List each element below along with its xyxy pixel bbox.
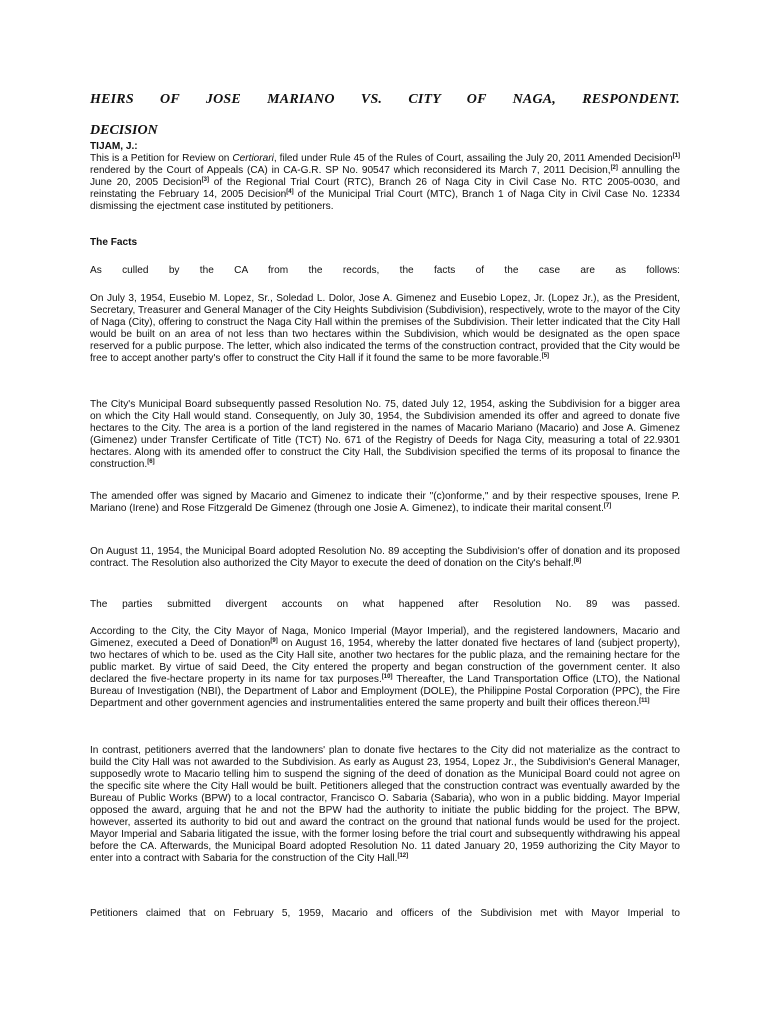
paragraph-6: On August 11, 1954, the Municipal Board adopted Resolution No. 89 accepting the Subdivision's offer of donation and its proposed contract. The Resolution also authorized the City Mayor to execute the deed of donation on the City's behalf.[8] (90, 546, 680, 570)
case-title: HEIRS OF JOSE MARIANO VS. CITY OF NAGA, RESPONDENT. (90, 92, 680, 107)
section-heading: The Facts (90, 237, 138, 248)
paragraph-5: The amended offer was signed by Macario and Gimenez to indicate their "(c)onforme," and by their respective spouses, Irene P. Mariano (Irene) and Rose Fitzgerald De Gimenez (through one Josie A. Gimenez), to indicate their marital consent.[7] (90, 491, 680, 515)
footnote-ref[interactable]: [5] (541, 353, 550, 360)
footnote-ref[interactable]: [9] (270, 638, 278, 645)
paragraph-10: Petitioners claimed that on February 5, 1959, Macario and officers of the Subdivision met with Mayor Imperial to (90, 908, 680, 919)
paragraph-9: In contrast, petitioners averred that the landowners' plan to donate five hectares to the City did not materialize as the contract to build the City Hall was not awarded to the Subdivision. As early as August 23, 1954, Lopez Jr., the Subdivision's General Manager, supposedly wrote to Macario telling him to suspend the signing of the deed of donation as the Municipal Board could not agree on the specific site where the City Hall would be built. Petitioners alleged that the construction contract was eventually awarded by the Bureau of Public Works (BPW) to a local contractor, Francisco O. Sabaria (Sabaria), who won in a public bidding. Mayor Imperial opposed the award, arguing that he and not the BPW had the authority to initiate the public bidding for the project. The BPW, however, asserted its authority to bid out and award the contract on the ground that national funds would be used for the project. Mayor Imperial and Sabaria litigated the issue, with the former losing before the trial court and subsequently withdrawing his appeal before the CA. Afterwards, the Municipal Board adopted Resolution No. 11 dated January 20, 1959 authorizing the City Mayor to enter into a contract with Sabaria for the construction of the City Hall.[12] (90, 745, 680, 865)
ponente-label: TIJAM, J.: (90, 141, 138, 152)
footnote-ref[interactable]: [3] (201, 177, 209, 184)
paragraph-1: This is a Petition for Review on Certiorari, filed under Rule 45 of the Rules of Court, assailing the July 20, 2011 Amended Decision[1] rendered by the Court of Appeals (CA) in CA-G.R. SP No. 90547 which reconsidered its March 7, 2011 Decision,[2] annulling the June 20, 2005 Decision[3] of the Regional Trial Court (RTC), Branch 26 of Naga City in Civil Case No. RTC 2005-0030, and reinstating the February 14, 2005 Decision[4] of the Municipal Trial Court (MTC), Branch 1 of Naga City in Civil Case No. 12334 dismissing the ejectment case instituted by petitioners. (90, 153, 681, 213)
footnote-ref[interactable]: [10] (381, 674, 393, 681)
paragraph-4: The City's Municipal Board subsequently passed Resolution No. 75, dated July 12, 1954, asking the Subdivision for a bigger area on which the City Hall would stand. Consequently, on July 30, 1954, the Subdivision amended its offer and agreed to donate five hectares to the City. The area is a portion of the land registered in the names of Macario Mariano (Macario) and Jose A. Gimenez (Gimenez) under Transfer Certificate of Title (TCT) No. 671 of the Registry of Deeds for Naga City, measuring a total of 22.9301 hectares. Along with its amended offer to construct the City Hall, the Subdivision specified the terms of its proposal to finance the construction.[6] (90, 399, 680, 471)
footnote-ref[interactable]: [2] (610, 165, 618, 172)
paragraph-8: According to the City, the City Mayor of Naga, Monico Imperial (Mayor Imperial), and the registered landowners, Macario and Gimenez, executed a Deed of Donation[9] on August 16, 1954, whereby the latter donated five hectares of land (subject property), two hectares of which to be. used as the City Hall site, another two hectares for the public plaza, and the remaining hectare for the public market. By virtue of said Deed, the City entered the property and began construction of the government center. It also declared the five-hectare property in its name for tax purposes.[10] Thereafter, the Land Transportation Office (LTO), the National Bureau of Investigation (NBI), the Department of Labor and Employment (DOLE), the Philippine Postal Corporation (PPC), the Fire Department and other government agencies and instrumentalities entered the same property and built their offices thereon.[11] (90, 626, 681, 710)
paragraph-3: On July 3, 1954, Eusebio M. Lopez, Sr., Soledad L. Dolor, Jose A. Gimenez and Eusebio Lopez, Jr. (Lopez Jr.), as the President, Secretary, Treasurer and General Manager of the City Heights Subdivision (Subdivision), respectively, wrote to the mayor of the City of Naga (City), offering to construct the Naga City Hall within the premises of the Subdivision. Their letter indicated that the City Hall would be built on an area of not less than two hectares within the Subdivision, which would be designated as the open space reserved for a public purpose. The letter, which also indicated the terms of the construction contract, provided that the City would be free to accept another party's offer to construct the City Hall if it found the same to be more favorable.[5] (90, 293, 680, 365)
footnote-ref[interactable]: [4] (286, 189, 294, 196)
paragraph-7: The parties submitted divergent accounts on what happened after Resolution No. 89 was passed. (90, 599, 680, 610)
footnote-ref[interactable]: [8] (573, 558, 582, 565)
footnote-ref[interactable]: [7] (603, 503, 612, 510)
footnote-ref[interactable]: [1] (672, 153, 681, 159)
footnote-ref[interactable]: [6] (147, 459, 155, 466)
italic-term: Certiorari (232, 153, 274, 164)
footnote-ref[interactable]: [11] (639, 698, 650, 705)
paragraph-2: As culled by the CA from the records, the facts of the case are as follows: (90, 265, 680, 276)
footnote-ref[interactable]: [12] (397, 853, 409, 860)
decision-heading: DECISION (90, 123, 158, 138)
